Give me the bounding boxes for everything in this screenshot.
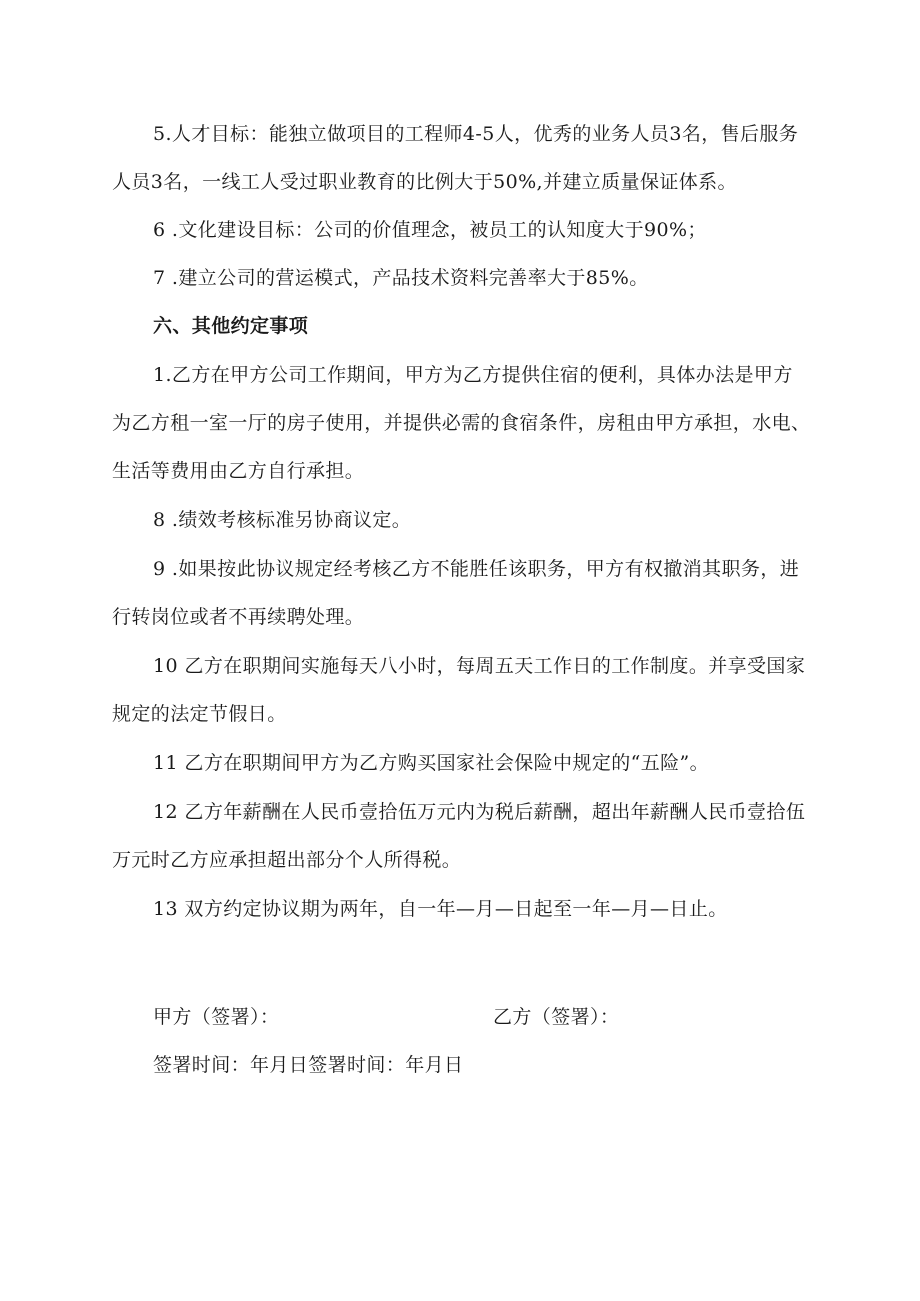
- signature-time-line: 签署时间：年月日签署时间：年月日: [153, 1054, 464, 1076]
- item-6-culture-goal: 6 .文化建设目标：公司的价值理念，被员工的认知度大于90%；: [153, 219, 707, 241]
- clause-1-housing: 1.乙方在甲方公司工作期间，甲方为乙方提供住宿的便利，具体办法是甲方为乙方租一室一厅的房子使用，并提供必需的食宿条件，房租由甲方承担，水电、生活等费用由乙方自行承担。: [112, 364, 811, 482]
- clause-8-performance: 8 .绩效考核标准另协商议定。: [153, 509, 412, 531]
- item-5-talent-goal: 5.人才目标：能独立做项目的工程师4-5人，优秀的业务人员3名，售后服务人员3名，一线工人受过职业教育的比例大于50%,并建立质量保证体系。: [112, 123, 799, 193]
- clause-12-salary: 12 乙方年薪酬在人民币壹拾伍万元内为税后薪酬，超出年薪酬人民币壹拾伍万元时乙方应承担超出部分个人所得税。: [112, 801, 806, 871]
- party-a-signature-label: 甲方（签署）：: [153, 1006, 280, 1028]
- clause-11-insurance: 11 乙方在职期间甲方为乙方购买国家社会保险中规定的“五险”。: [153, 752, 710, 774]
- section-6-heading: 六、其他约定事项: [153, 315, 309, 337]
- clause-9-dismissal: 9 .如果按此协议规定经考核乙方不能胜任该职务，甲方有权撤消其职务，进行转岗位或者不再续聘处理。: [112, 558, 800, 628]
- party-b-signature-label: 乙方（签署）：: [493, 1006, 620, 1028]
- clause-13-term: 13 双方约定协议期为两年，自一年—月—日起至一年—月—日止。: [153, 898, 728, 920]
- item-7-operation-model: 7 .建立公司的营运模式，产品技术资料完善率大于85%。: [153, 267, 649, 289]
- clause-10-working-hours: 10 乙方在职期间实施每天八小时，每周五天工作日的工作制度。并享受国家规定的法定节假日。: [112, 655, 806, 725]
